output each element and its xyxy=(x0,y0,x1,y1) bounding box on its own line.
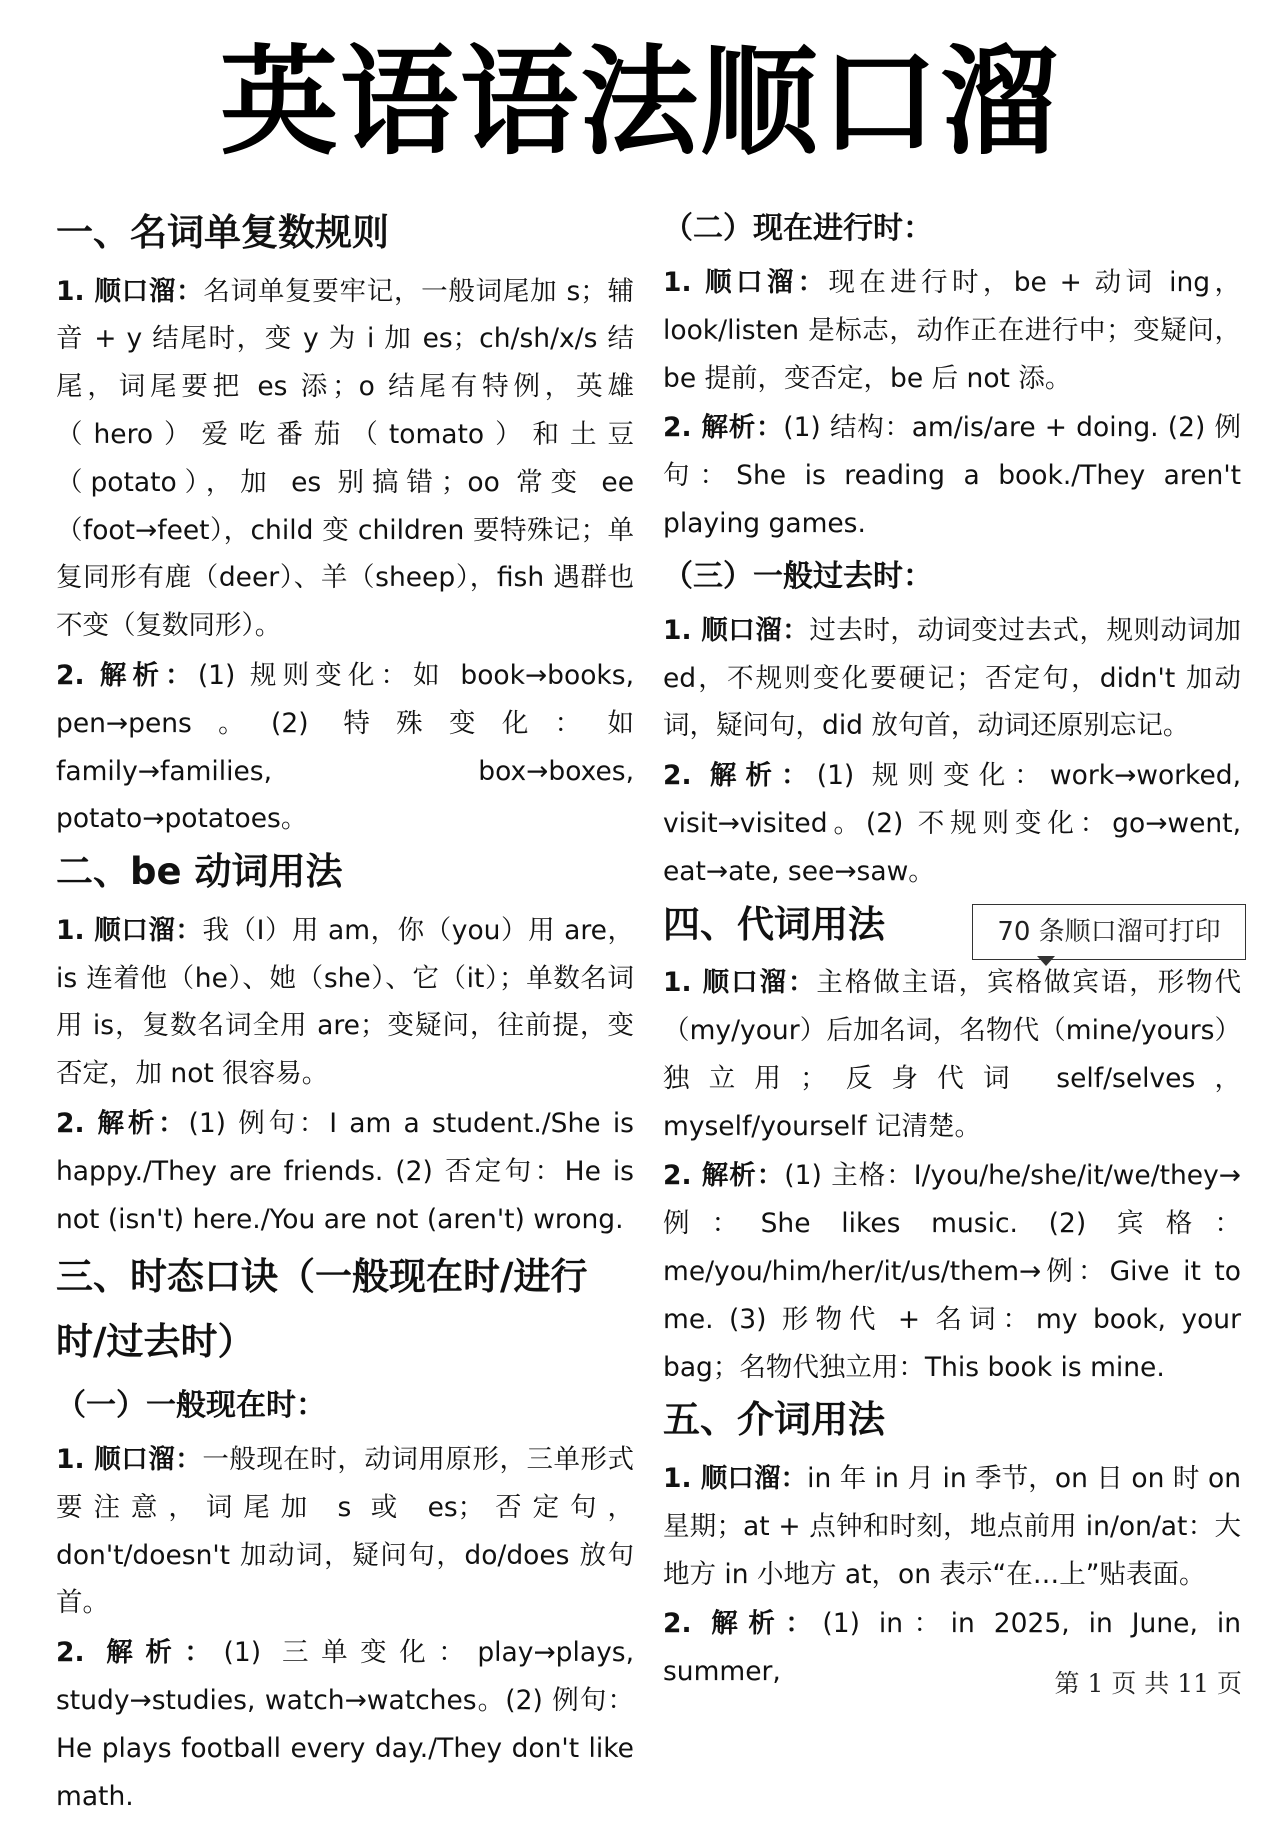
paragraph-rhyme xyxy=(663,959,1241,1150)
paragraph-text: (1) 三单变化：play→plays, study→studies, watch→watches。(2) 例句：He plays football every day./They don't like math. xyxy=(56,1637,634,1812)
paragraph-analysis xyxy=(663,752,1241,895)
paragraph-analysis xyxy=(56,652,634,843)
paragraph-label: 1. 顺口溜： xyxy=(56,275,204,307)
paragraph-analysis xyxy=(663,404,1241,547)
section-title-be-verb: 二、be 动词用法 xyxy=(56,850,343,894)
paragraph-analysis xyxy=(663,1152,1241,1391)
paragraph-text: 主格做主语，宾格做宾语，形物代（my/your）后加名词，名物代（mine/yours）独立用；反身代词 self/selves，myself/yourself 记清楚。 xyxy=(663,967,1242,1142)
paragraph-label: 1. 顺口溜： xyxy=(56,914,203,946)
paragraph-rhyme xyxy=(56,268,634,650)
paragraph-label: 2. 解析： xyxy=(56,660,198,692)
subsection-title-present-simple: （一）一般现在时： xyxy=(56,1387,326,1423)
paragraph-label: 2. 解析： xyxy=(663,1608,823,1640)
left-column xyxy=(56,206,634,1822)
paragraph-label: 2. 解析： xyxy=(663,412,784,444)
paragraph-text: (1) in：in 2025, in June, in summer, xyxy=(663,1608,1241,1688)
paragraph-rhyme xyxy=(663,259,1241,402)
paragraph-text: (1) 规则变化：如 book→books, pen→pens。(2) 特殊变化：如 family→families, box→boxes, potato→potatoes。 xyxy=(56,660,635,835)
section-title-prepositions: 五、介词用法 xyxy=(663,1398,885,1442)
paragraph-rhyme xyxy=(56,1436,634,1627)
paragraph-text: (1) 主格：I/you/he/she/it/we/they→例：She likes music. (2) 宾格：me/you/him/her/it/us/them→例：Give it to me. (3) 形物代 + 名词：my book, your bag；名物代独立用：This book is mine. xyxy=(663,1160,1241,1383)
paragraph-text: 过去时，动词变过去式，规则动词加 ed，不规则变化要硬记；否定句，didn't 加动词，疑问句，did 放句首，动词还原别忘记。 xyxy=(663,614,1242,742)
section-title-nouns: 一、名词单复数规则 xyxy=(56,211,389,254)
paragraph-label: 2. 解析： xyxy=(56,1637,224,1669)
paragraph-text: in 年 in 月 in 季节，on 日 on 时 on 星期；at + 点钟和时刻，地点前用 in/on/at：大地方 in 小地方 at，on 表示“在…上”贴表面。 xyxy=(663,1463,1241,1590)
paragraph-rhyme xyxy=(663,1455,1241,1598)
paragraph-analysis xyxy=(56,1629,634,1820)
paragraph-label: 1. 顺口溜： xyxy=(663,967,817,999)
page-number: 第 1 页 共 11 页 xyxy=(1054,1669,1242,1698)
paragraph-label: 2. 解析： xyxy=(663,760,817,792)
paragraph-rhyme xyxy=(56,907,634,1098)
section-title-pronouns: 四、代词用法 xyxy=(663,902,885,946)
paragraph-text: (1) 例句：I am a student./She is happy./They are friends. (2) 否定句：He is not (isn't) here./You are not (aren't) wrong. xyxy=(56,1108,634,1235)
page-title: 英语语法顺口溜 xyxy=(219,33,1060,171)
paragraph-text: 我（I）用 am，你（you）用 are，is 连着他（he）、她（she）、它（it）；单数名词用 is，复数名词全用 are；变疑问，往前提，变否定，加 not 很容易。 xyxy=(56,914,634,1090)
paragraph-text: (1) 结构：am/is/are + doing. (2) 例句：She is reading a book./They aren't playing games. xyxy=(663,412,1241,539)
paragraph-label: 1. 顺口溜： xyxy=(663,267,829,298)
paragraph-text: 现在进行时，be + 动词 ing，look/listen 是标志，动作正在进行中；变疑问，be 提前，变否定，be 后 not 添。 xyxy=(663,267,1241,394)
paragraph-label: 1. 顺口溜： xyxy=(56,1443,203,1475)
paragraph-text: 名词单复要牢记，一般词尾加 s；辅音 + y 结尾时，变 y 为 i 加 es；ch/sh/x/s 结尾，词尾要把 es 添；o 结尾有特例，英雄（hero）爱吃番茄（tomato）和土豆（potato），加 es 别搞错；oo 常变 ee（foot→feet），child 变 children 要特殊记；单复同形有鹿（deer）、羊（sheep），fish 遇群也不变（复数同形）。 xyxy=(56,275,635,642)
printable-badge: 70 条顺口溜可打印 xyxy=(972,904,1246,960)
paragraph-label: 2. 解析： xyxy=(663,1160,785,1192)
badge-pointer xyxy=(1037,956,1055,966)
subsection-title-present-continuous: （二）现在进行时： xyxy=(663,211,933,246)
section-title-tenses: 三、时态口诀（一般现在时/进行时/过去时） xyxy=(56,1255,588,1364)
paragraph-rhyme xyxy=(663,607,1241,750)
paragraph-text: 一般现在时，动词用原形，三单形式要注意，词尾加 s 或 es；否定句，don't/doesn't 加动词，疑问句，do/does 放句首。 xyxy=(56,1443,635,1619)
paragraph-analysis xyxy=(56,1100,634,1243)
paragraph-label: 2. 解析： xyxy=(56,1108,189,1140)
subsection-title-past-simple: （三）一般过去时： xyxy=(663,558,933,594)
paragraph-label: 1. 顺口溜： xyxy=(663,1463,808,1495)
paragraph-label: 1. 顺口溜： xyxy=(663,614,810,646)
paragraph-text: (1) 规则变化：work→worked, visit→visited。(2) 不规则变化：go→went, eat→ate, see→saw。 xyxy=(663,760,1241,887)
